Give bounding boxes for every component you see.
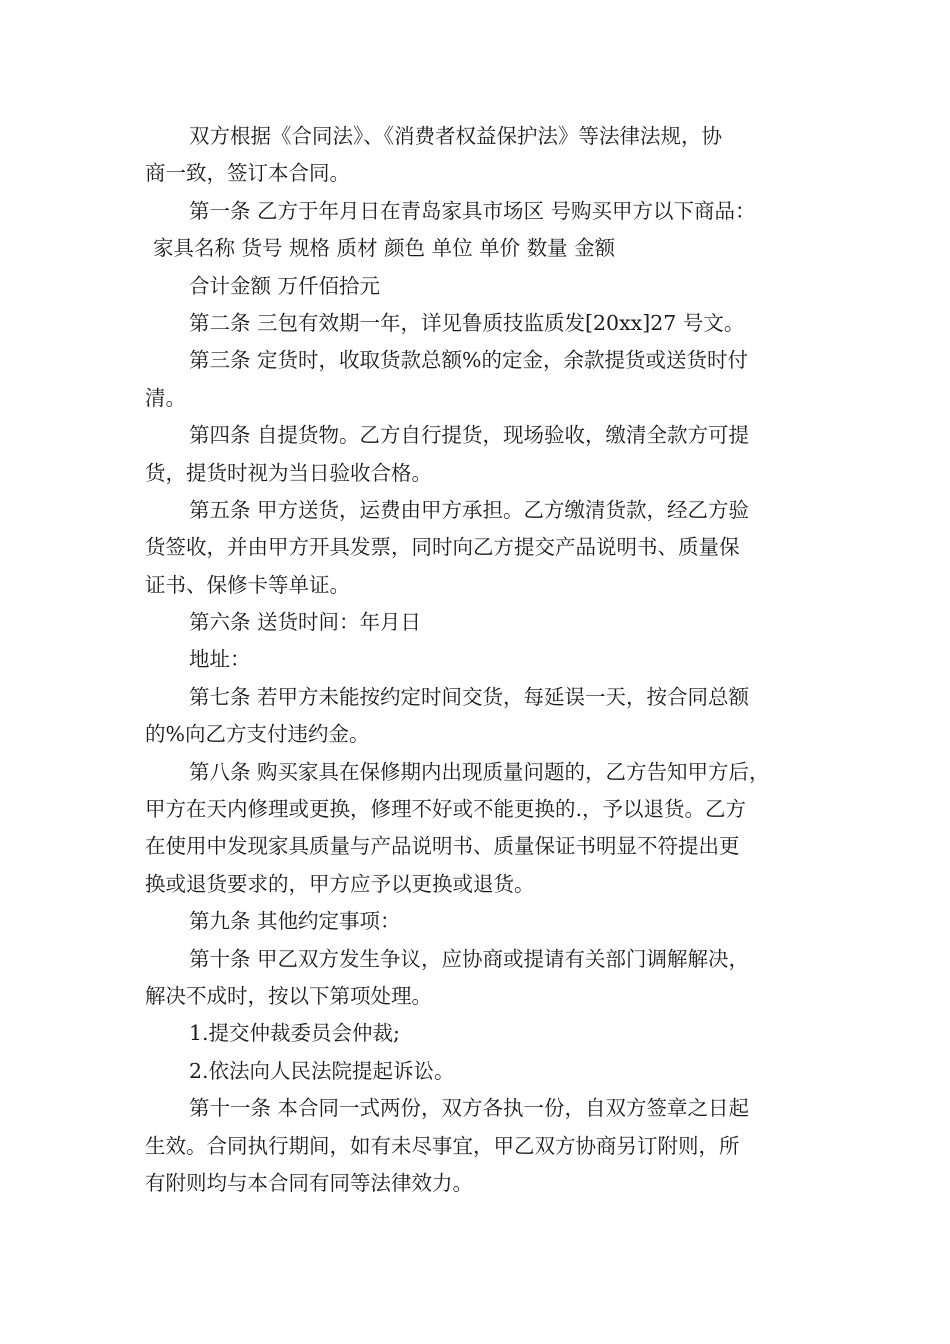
article-4-line-1: 第四条 自提货物。乙方自行提货，现场验收，缴清全款方可提 — [189, 423, 750, 448]
article-3-line-1: 第三条 定货时，收取货款总额%的定金，余款提货或送货时付 — [189, 348, 748, 373]
article-9: 第九条 其他约定事项： — [189, 909, 401, 934]
article-10-option-1: 1.提交仲裁委员会仲裁; — [189, 1021, 400, 1046]
article-10-line-2: 解决不成时，按以下第项处理。 — [145, 983, 432, 1008]
article-6-address: 地址： — [189, 647, 251, 672]
article-11-line-2: 生效。合同执行期间，如有未尽事宜，甲乙双方协商另订附则，所 — [145, 1133, 740, 1158]
article-5-line-3: 证书、保修卡等单证。 — [145, 572, 350, 597]
article-8-line-4: 换或退货要求的，甲方应予以更换或退货。 — [145, 871, 535, 896]
article-3-line-2: 清。 — [145, 385, 186, 410]
paragraph-intro-line-1: 双方根据《合同法》、《消费者权益保护法》等法律法规，协 — [189, 124, 722, 148]
article-7-line-2: 的%向乙方支付违约金。 — [145, 722, 370, 747]
article-2: 第二条 三包有效期一年，详见鲁质技监质发[20xx]27 号文。 — [189, 310, 745, 335]
article-6: 第六条 送货时间：年月日 — [189, 610, 422, 635]
article-4-line-2: 货，提货时视为当日验收合格。 — [145, 460, 432, 485]
article-8-line-3: 在使用中发现家具质量与产品说明书、质量保证书明显不符提出更 — [145, 834, 740, 859]
article-7-line-1: 第七条 若甲方未能按约定时间交货，每延误一天，按合同总额 — [189, 684, 750, 709]
article-11-line-3: 有附则均与本合同有同等法律效力。 — [145, 1170, 473, 1195]
article-10-option-2: 2.依法向人民法院提起诉讼。 — [189, 1058, 455, 1083]
article-10-line-1: 第十条 甲乙双方发生争议，应协商或提请有关部门调解解决， — [189, 946, 750, 971]
article-1-line-1: 第一条 乙方于年月日在青岛家具市场区 号购买甲方以下商品： — [189, 198, 756, 223]
article-8-line-2: 甲方在天内修理或更换，修理不好或不能更换的.，予以退货。乙方 — [145, 797, 747, 822]
paragraph-intro-line-2: 商一致，签订本合同。 — [145, 161, 350, 186]
contract-body — [145, 118, 817, 1202]
article-1-total-amount: 合计金额 万仟佰拾元 — [189, 273, 381, 298]
article-11-line-1: 第十一条 本合同一式两份，双方各执一份，自双方签章之日起 — [189, 1096, 750, 1121]
article-1-table-header: 家具名称 货号 规格 质材 颜色 单位 单价 数量 金额 — [153, 236, 616, 261]
article-8-line-1: 第八条 购买家具在保修期内出现质量问题的，乙方告知甲方后， — [189, 759, 770, 784]
article-5-line-1: 第五条 甲方送货，运费由甲方承担。乙方缴清货款，经乙方验 — [189, 497, 750, 522]
article-5-line-2: 货签收，并由甲方开具发票，同时向乙方提交产品说明书、质量保 — [145, 535, 740, 560]
